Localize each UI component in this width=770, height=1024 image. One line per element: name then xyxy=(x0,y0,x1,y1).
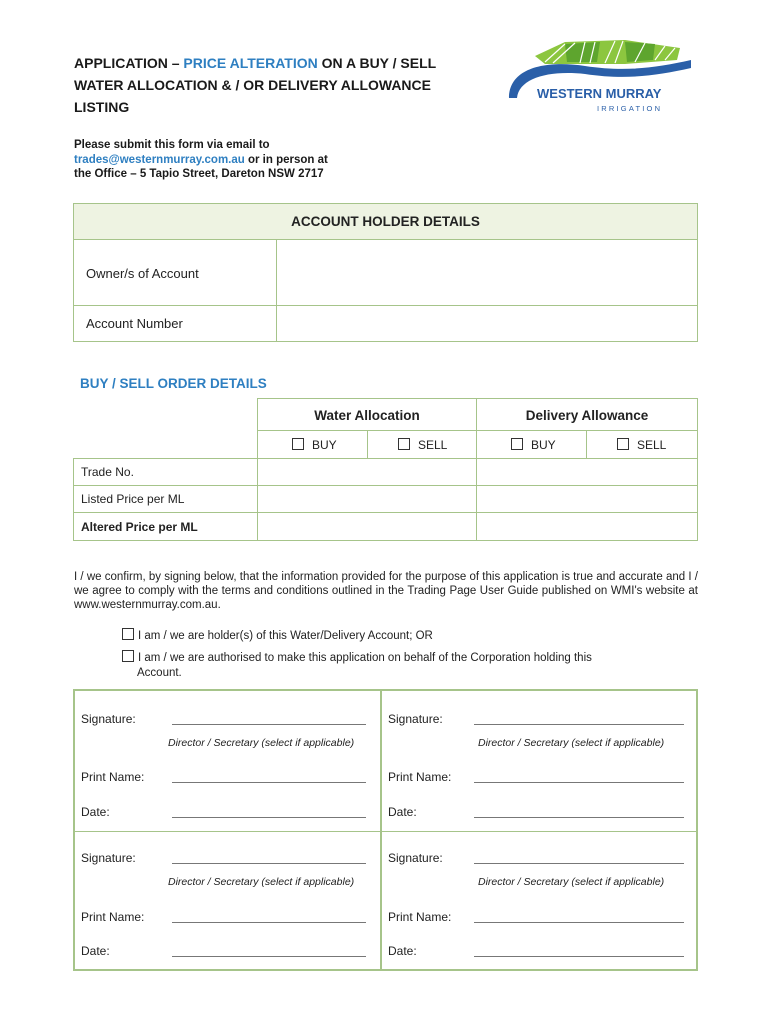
signature-label: Signature: xyxy=(388,851,443,865)
signature-label: Signature: xyxy=(388,712,443,726)
water-allocation-header: Water Allocation xyxy=(257,398,477,431)
date-line[interactable] xyxy=(172,817,366,818)
account-number-label-cell xyxy=(73,305,277,342)
signature-table xyxy=(73,689,698,971)
role-caption: Director / Secretary (select if applicable) xyxy=(478,737,665,749)
signature-label: Signature: xyxy=(81,712,136,726)
submission-instructions: Please submit this form via email to trades@westernmurray.com.au or in person at the Office – 5 Tapio Street, Dareton NSW 2717 xyxy=(74,139,328,180)
account-holder-heading-cell xyxy=(73,203,698,240)
signature-line[interactable] xyxy=(474,863,684,864)
role-caption: Director / Secretary (select if applicable) xyxy=(168,876,355,888)
delivery-allowance-header: Delivery Allowance xyxy=(476,398,698,431)
checkbox-icon[interactable] xyxy=(511,438,523,450)
water-buy-option[interactable]: BUY xyxy=(257,430,368,459)
delivery-sell-option[interactable]: SELL xyxy=(586,430,698,459)
date-label: Date: xyxy=(388,805,417,819)
logo-text: WESTERN MURRAY xyxy=(537,86,662,101)
holder-option[interactable]: I am / we are holder(s) of this Water/Delivery Account; OR xyxy=(122,628,433,644)
signature-label: Signature: xyxy=(81,851,136,865)
role-caption: Director / Secretary (select if applicable) xyxy=(478,876,665,888)
listed-price-delivery-input[interactable] xyxy=(476,485,698,513)
checkbox-icon[interactable] xyxy=(122,650,134,662)
print-name-label: Print Name: xyxy=(388,770,452,784)
print-name-line[interactable] xyxy=(474,782,684,783)
print-name-line[interactable] xyxy=(172,782,366,783)
confirmation-statement: I / we confirm, by signing below, that the information provided for the purpose of this application is true and accurate and I / we agree to comply with the terms and conditions outlined in the Trading Page User Guide published on WMI's website at www.westernmurray.com.au. xyxy=(74,571,698,611)
owner-input-cell[interactable] xyxy=(276,239,698,306)
date-label: Date: xyxy=(81,805,110,819)
altered-price-delivery-input[interactable] xyxy=(476,512,698,541)
account-number-input-cell[interactable] xyxy=(276,305,698,342)
print-name-line[interactable] xyxy=(474,922,684,923)
signature-line[interactable] xyxy=(172,724,366,725)
print-name-line[interactable] xyxy=(172,922,366,923)
page-title: APPLICATION – PRICE ALTERATION ON A BUY / SELL WATER ALLOCATION & / OR DELIVERY ALLOWANCE LISTING xyxy=(74,55,436,115)
checkbox-icon[interactable] xyxy=(122,628,134,640)
checkbox-icon[interactable] xyxy=(398,438,410,450)
checkbox-icon[interactable] xyxy=(617,438,629,450)
listed-price-water-input[interactable] xyxy=(257,485,477,513)
altered-price-label-cell: Altered Price per ML xyxy=(73,512,258,541)
owner-label-cell xyxy=(73,239,277,306)
print-name-label: Print Name: xyxy=(388,910,452,924)
email-link[interactable]: trades@westernmurray.com.au xyxy=(74,153,245,166)
date-label: Date: xyxy=(388,944,417,958)
authorised-option[interactable]: I am / we are authorised to make this application on behalf of the Corporation holding this Account. xyxy=(122,650,592,681)
western-murray-logo xyxy=(505,38,695,114)
trade-no-delivery-input[interactable] xyxy=(476,458,698,486)
delivery-buy-option[interactable]: BUY xyxy=(476,430,587,459)
signature-row-divider xyxy=(73,831,698,832)
altered-price-water-input[interactable] xyxy=(257,512,477,541)
water-sell-option[interactable]: SELL xyxy=(367,430,477,459)
signature-line[interactable] xyxy=(474,724,684,725)
title-highlight: PRICE ALTERATION xyxy=(183,55,318,71)
signature-line[interactable] xyxy=(172,863,366,864)
date-line[interactable] xyxy=(474,817,684,818)
date-label: Date: xyxy=(81,944,110,958)
listed-price-label-cell: Listed Price per ML xyxy=(73,485,258,513)
checkbox-icon[interactable] xyxy=(292,438,304,450)
signature-divider xyxy=(380,689,382,971)
date-line[interactable] xyxy=(172,956,366,957)
trade-no-water-input[interactable] xyxy=(257,458,477,486)
account-number-label: Account Number xyxy=(86,316,183,331)
print-name-label: Print Name: xyxy=(81,910,145,924)
print-name-label: Print Name: xyxy=(81,770,145,784)
buy-sell-heading: BUY / SELL ORDER DETAILS xyxy=(80,376,267,391)
logo-subtext: IRRIGATION xyxy=(597,104,663,113)
role-caption: Director / Secretary (select if applicable) xyxy=(168,737,355,749)
trade-no-label-cell: Trade No. xyxy=(73,458,258,486)
account-holder-heading: ACCOUNT HOLDER DETAILS xyxy=(291,214,480,229)
date-line[interactable] xyxy=(474,956,684,957)
owner-label: Owner/s of Account xyxy=(86,266,199,281)
